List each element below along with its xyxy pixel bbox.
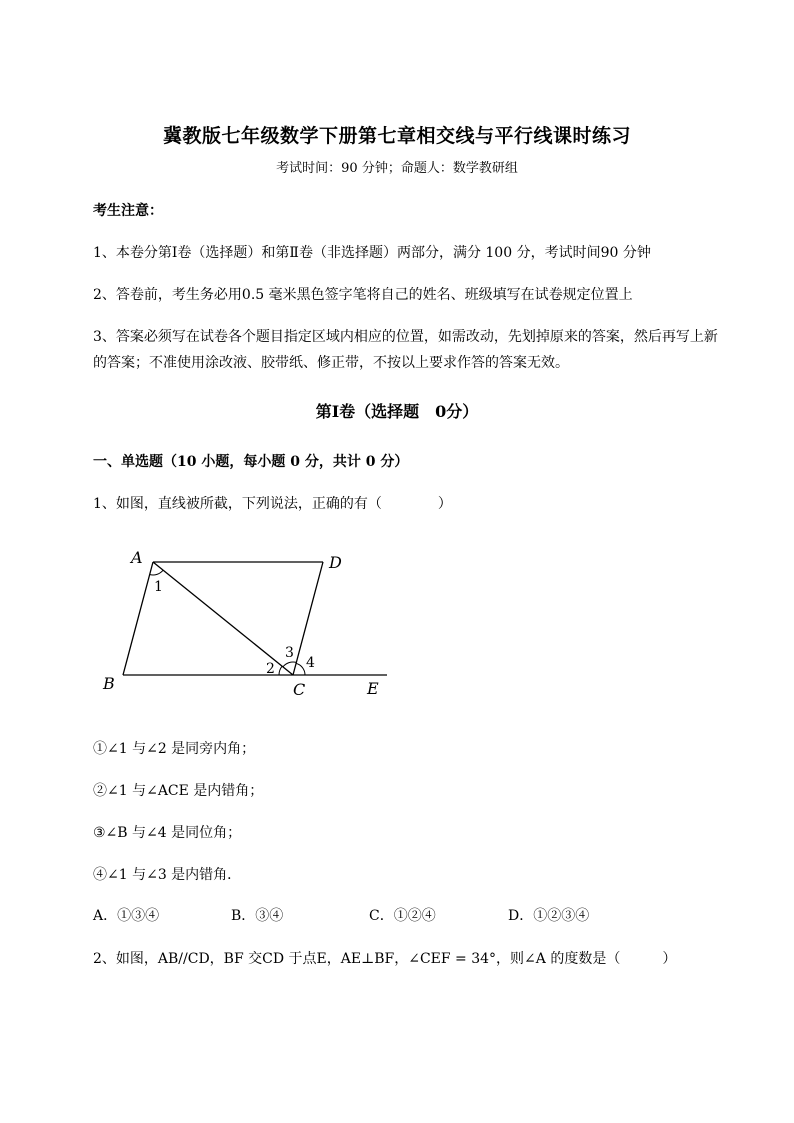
question-1-choice-a[interactable]: A．①③④ [93, 908, 160, 924]
label-angle-2: 2 [266, 661, 275, 677]
segment-ac [153, 562, 293, 675]
label-angle-4: 4 [306, 655, 315, 671]
question-2-stem: 2、如图，AB//CD，BF 交CD 于点E，AE⊥BF，∠CEF = 34°，则∠A 的度数是（ ） [93, 951, 677, 967]
label-angle-1: 1 [154, 579, 163, 595]
label-angle-3: 3 [285, 645, 294, 661]
label-point-b: B [103, 674, 115, 693]
angle-4-arc [296, 663, 305, 675]
question-1-choice-c[interactable]: C．①②④ [369, 908, 436, 924]
label-point-e: E [367, 679, 379, 698]
notice-item-3: 3、答案必须写在试卷各个题目指定区域内相应的位置，如需改动，先划掉原来的答案，然后再写上新 [93, 329, 718, 345]
angle-3-arc [283, 662, 297, 667]
question-1-figure [95, 545, 395, 710]
label-point-d: D [329, 553, 342, 572]
question-1-choice-d[interactable]: D．①②③④ [508, 908, 590, 924]
question-1-statement-2: ②∠1 与∠ACE 是内错角； [93, 783, 264, 799]
question-1-statement-4: ④∠1 与∠3 是内错角． [93, 867, 242, 883]
angle-1-arc [150, 570, 164, 575]
notice-item-1: 1、本卷分第Ⅰ卷（选择题）和第Ⅱ卷（非选择题）两部分，满分 100 分，考试时间90 分钟 [93, 245, 651, 261]
exam-title: 冀教版七年级数学下册第七章相交线与平行线课时练习 [162, 125, 631, 147]
notice-item-3-continued: 的答案；不准使用涂改液、胶带纸、修正带，不按以上要求作答的答案无效。 [93, 355, 569, 371]
label-point-c: C [293, 680, 306, 699]
angle-2-arc [279, 666, 282, 675]
label-point-a: A [131, 548, 143, 567]
segment-ab [123, 562, 153, 675]
section-title: 第Ⅰ卷（选择题 0分） [315, 402, 479, 421]
notice-item-2: 2、答卷前，考生务必用0.5 毫米黑色签字笔将自己的姓名、班级填写在试卷规定位置上 [93, 287, 633, 303]
question-1-statement-3: ③∠B 与∠4 是同位角； [93, 825, 242, 841]
question-1-statement-1: ①∠1 与∠2 是同旁内角； [93, 741, 256, 757]
question-1-stem: 1、如图，直线被所截，下列说法，正确的有（ ） [93, 496, 452, 512]
exam-subtitle: 考试时间：90 分钟；命题人：数学教研组 [276, 161, 518, 176]
part-title: 一、单选题（10 小题，每小题 0 分，共计 0 分） [93, 454, 409, 470]
notice-heading: 考生注意： [93, 203, 163, 219]
question-1-choice-b[interactable]: B．③④ [231, 908, 284, 924]
